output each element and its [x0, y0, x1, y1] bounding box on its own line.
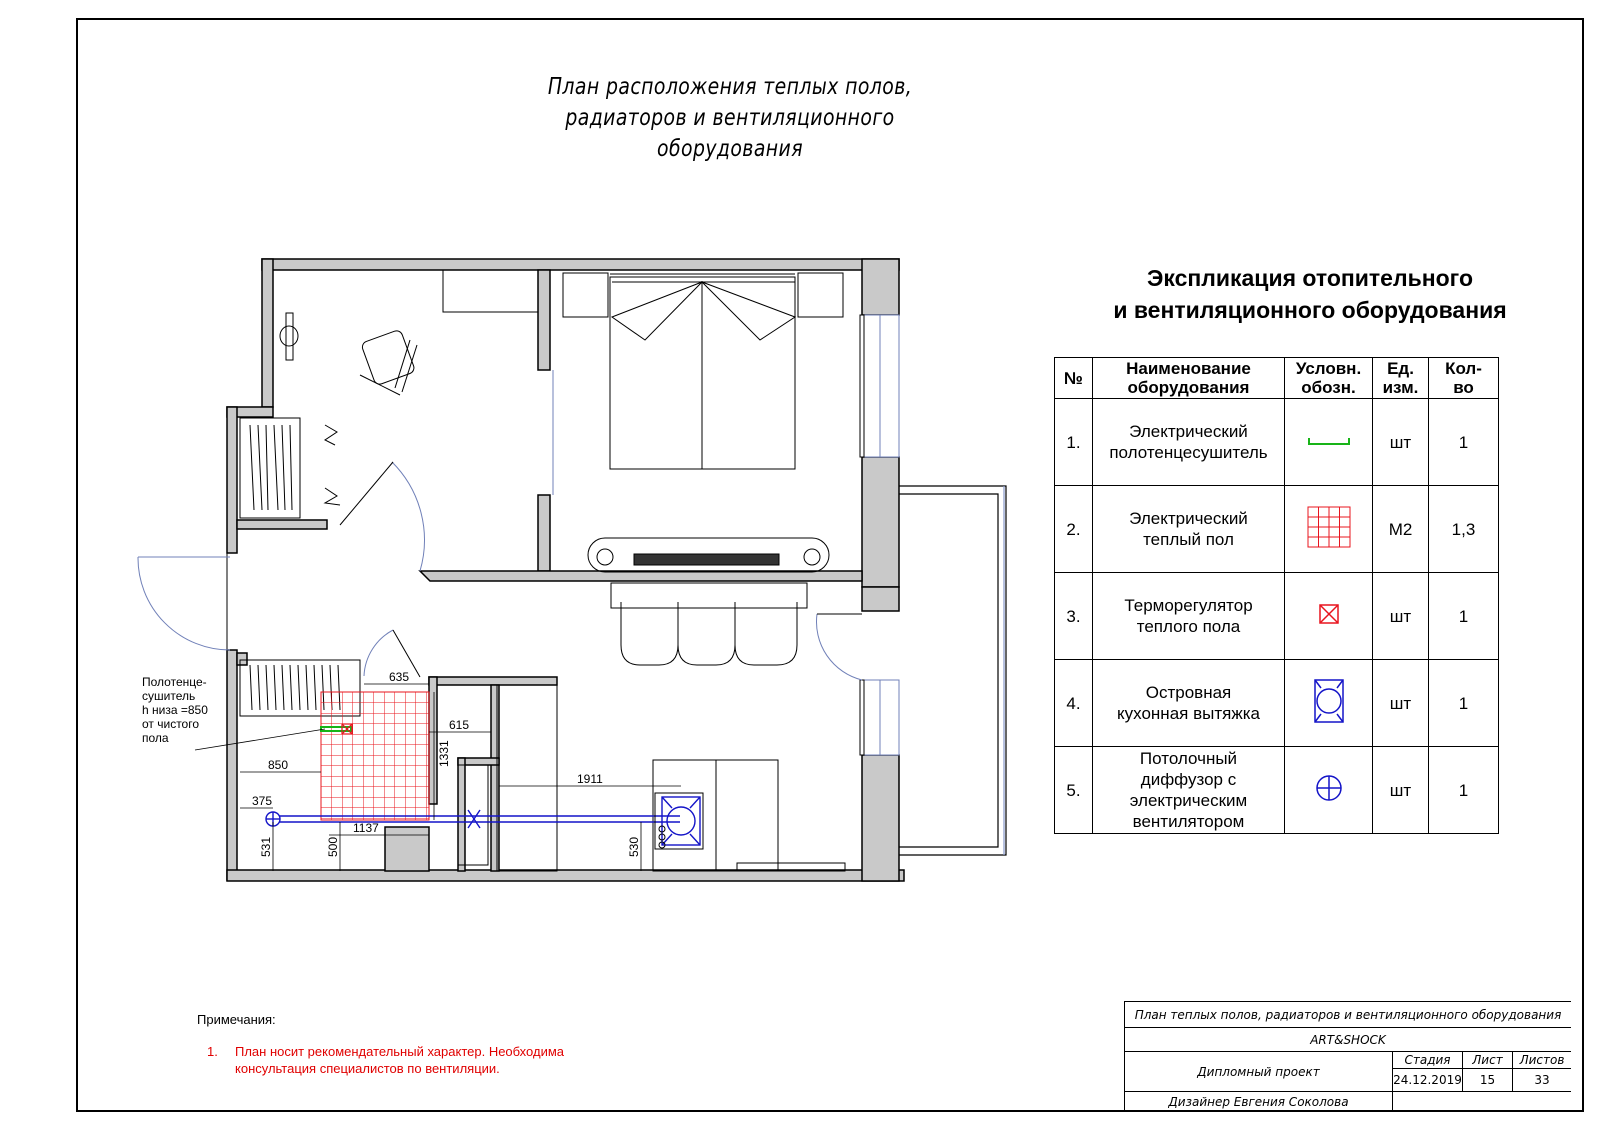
note-text: План носит рекомендательный характер. Необходима консультация специалистов по вентиляции. — [235, 1044, 564, 1076]
dim-1137: 1137 — [353, 821, 379, 835]
row-symbol — [1285, 399, 1373, 486]
header-unit: Ед. изм. — [1373, 358, 1429, 399]
stamp-project: Дипломный проект — [1125, 1052, 1393, 1092]
row-symbol — [1285, 573, 1373, 660]
dim-375: 375 — [252, 794, 273, 808]
drawing-title-line2: радиаторов и вентиляционного оборудования — [565, 105, 895, 162]
row-unit: шт — [1373, 573, 1429, 660]
row-name: Терморегулятор теплого пола — [1093, 573, 1285, 660]
drawing-title-line1: План расположения теплых полов, — [547, 74, 913, 100]
header-symbol: Условн. обозн. — [1285, 358, 1373, 399]
row-unit: шт — [1373, 660, 1429, 747]
row-name: Островная кухонная вытяжка — [1093, 660, 1285, 747]
dim-635: 635 — [389, 670, 410, 684]
note-num: 1. — [207, 1044, 218, 1059]
stamp-sheets-label: Листов — [1513, 1052, 1571, 1069]
table-row — [1055, 486, 1499, 573]
row-qty: 1 — [1429, 660, 1499, 747]
stamp-sheet: 15 — [1463, 1069, 1513, 1092]
stamp-designer: Дизайнер Евгения Соколова — [1125, 1092, 1393, 1112]
stamp-date: 24.12.2019 — [1393, 1069, 1463, 1092]
stamp-company: ART&SHOCK — [1125, 1028, 1571, 1052]
dim-530: 530 — [627, 836, 641, 857]
towel-rail-note — [142, 675, 208, 745]
row-qty: 1,3 — [1429, 486, 1499, 573]
row-unit: шт — [1373, 399, 1429, 486]
row-num: 3. — [1055, 573, 1093, 660]
row-qty: 1 — [1429, 573, 1499, 660]
table-row — [1055, 399, 1499, 486]
row-name: Потолочный диффузор с электрическим вентилятором — [1093, 747, 1285, 834]
stamp-sheets: 33 — [1513, 1069, 1571, 1092]
towel-note-line2: сушитель — [142, 689, 196, 703]
dim-500: 500 — [326, 836, 340, 857]
kitchen-hood-symbol-icon — [1313, 678, 1345, 724]
row-symbol — [1285, 747, 1373, 834]
row-num: 4. — [1055, 660, 1093, 747]
towel-note-line1: Полотенце- — [142, 675, 207, 689]
armchair-icon — [360, 329, 417, 395]
explication-table — [1054, 357, 1499, 834]
explication-title-line1: Экспликация отопительного — [1147, 265, 1473, 291]
dim-615: 615 — [449, 718, 470, 732]
header-num: № — [1055, 358, 1093, 399]
row-num: 2. — [1055, 486, 1093, 573]
thermostat-symbol-icon — [1318, 603, 1340, 625]
row-qty: 1 — [1429, 747, 1499, 834]
balcony — [899, 486, 1006, 855]
dim-1911: 1911 — [577, 772, 603, 786]
table-row — [1055, 573, 1499, 660]
towel-note-line4: от чистого — [142, 717, 200, 731]
table-header-row — [1055, 358, 1499, 399]
row-num: 5. — [1055, 747, 1093, 834]
row-qty: 1 — [1429, 399, 1499, 486]
dim-1331: 1331 — [437, 740, 451, 767]
dimension-labels — [252, 670, 641, 857]
table-row — [1055, 747, 1499, 834]
kitchen-hood-icon — [662, 797, 700, 845]
dim-850: 850 — [268, 758, 289, 772]
title-block — [1124, 1001, 1571, 1112]
dim-531: 531 — [259, 836, 273, 857]
floor-heating-area — [321, 692, 429, 820]
towel-note-line3: h низа =850 — [142, 703, 208, 717]
floor-heating-symbol-icon — [1307, 506, 1351, 548]
notes-title: Примечания: — [197, 1012, 276, 1027]
header-qty: Кол- во — [1429, 358, 1499, 399]
stamp-drawing-name: План теплых полов, радиаторов и вентиляционного оборудования — [1125, 1002, 1571, 1028]
header-name: Наименование оборудования — [1093, 358, 1285, 399]
row-name: Электрический теплый пол — [1093, 486, 1285, 573]
explication-title — [1050, 262, 1570, 326]
towel-note-line5: пола — [142, 731, 169, 745]
ceiling-diffuser-symbol-icon — [1315, 774, 1343, 802]
row-name: Электрический полотенцесушитель — [1093, 399, 1285, 486]
towel-rail-symbol-icon — [1307, 434, 1351, 448]
row-symbol — [1285, 486, 1373, 573]
explication-title-line2: и вентиляционного оборудования — [1113, 297, 1507, 323]
row-symbol — [1285, 660, 1373, 747]
row-unit: шт — [1373, 747, 1429, 834]
row-unit: М2 — [1373, 486, 1429, 573]
table-row — [1055, 660, 1499, 747]
stamp-sheet-label: Лист — [1463, 1052, 1513, 1069]
row-num: 1. — [1055, 399, 1093, 486]
stamp-stage-label: Стадия — [1393, 1052, 1463, 1069]
